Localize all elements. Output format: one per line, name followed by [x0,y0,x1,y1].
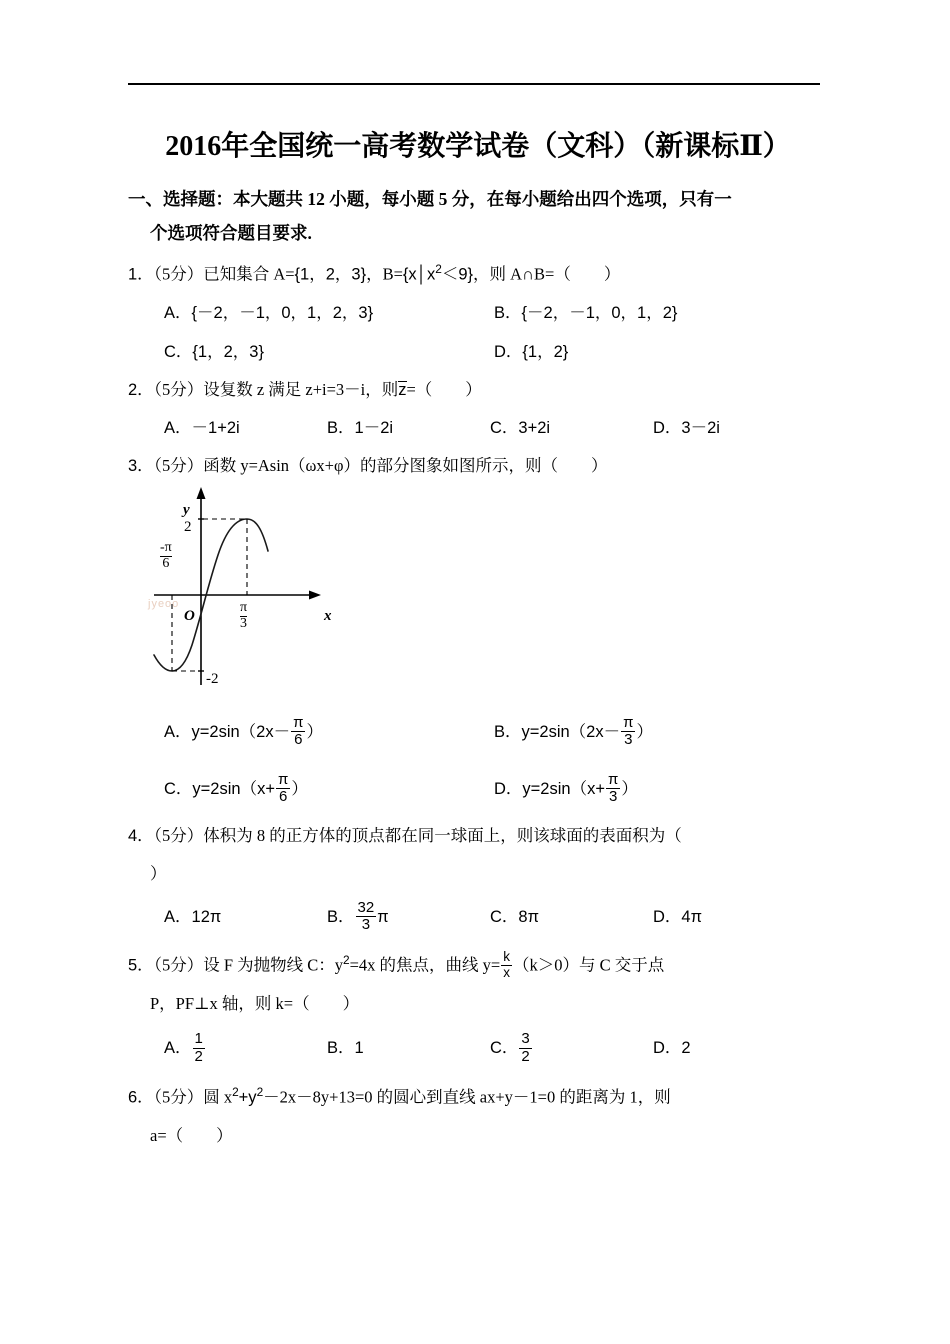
section-intro-line1: 一、选择题：本大题共 12 小题，每小题 5 分，在每小题给出四个选项，只有一 [128,189,732,209]
option-label: B． [327,419,355,438]
fraction-denominator: 3 [621,731,635,748]
question-3-option-d[interactable] [494,761,824,817]
option-label: B． [494,723,522,742]
question-5-stem-b: =4x 的焦点，曲线 y= [349,955,501,975]
question-5-exponent: 2 [343,953,350,968]
question-5-option-b[interactable] [327,1023,490,1073]
tick-num: π [240,600,248,616]
y-axis-label: y [183,502,190,519]
question-4-options [128,893,828,942]
question-2-option-d[interactable] [653,409,816,447]
question-6-points: （5分） [153,1087,204,1107]
fraction-denominator: 6 [291,731,305,748]
option-text: {1，2} [522,342,569,361]
option-fraction [356,900,377,933]
question-3-option-c[interactable] [164,761,494,817]
question-1 [128,250,828,371]
question-4-option-a[interactable] [164,893,327,941]
option-text: 12π [191,908,222,927]
tick-sign: - [160,540,165,556]
question-5-number: 5． [128,956,154,975]
option-text: 3－2i [681,419,720,438]
question-2-options [128,409,828,448]
question-3-stem [128,447,828,485]
option-text: －1+2i [191,419,240,438]
question-2-stem-a: 设复数 z 满足 z+i=3－i，则 [203,379,399,399]
question-1-number: 1． [128,265,154,284]
option-text: {－2，－1，0，1，2，3} [191,304,374,323]
question-4-stem [128,817,828,855]
option-label: D． [653,419,682,438]
fraction-numerator: k [503,949,510,965]
question-1-option-d[interactable] [494,333,824,371]
option-prefix: y=2sin（x+ [522,779,605,798]
question-3-stem-a: 函数 y=Asin（ωx+φ）的部分图象如图所示，则（ ） [203,456,608,476]
option-text: 1－2i [354,419,394,438]
origin-label: O [184,608,195,625]
option-label: B． [327,908,355,927]
question-4-number: 4． [128,826,154,845]
option-suffix: ） [636,723,653,742]
question-1-options [128,294,828,371]
question-4-stem-b: ） [150,863,167,883]
option-label: C． [490,1039,519,1058]
option-text: 4π [681,908,702,927]
y-tick-minus2: -2 [206,671,219,688]
question-6-stem [128,1073,828,1117]
question-1-set-b-end: ＜9} [441,265,474,284]
conjugate-z: z [398,380,407,399]
question-2 [128,371,828,448]
option-fraction [291,715,305,748]
option-label: A． [164,908,192,927]
question-1-option-a[interactable] [164,294,494,332]
section-intro [128,182,828,250]
question-2-option-a[interactable] [164,409,327,447]
fraction-numerator: 1 [194,1030,203,1048]
question-1-stem-c: ，B= [366,264,403,284]
option-label: C． [490,908,519,927]
question-6-number: 6． [128,1088,154,1107]
option-label: A． [164,723,192,742]
question-5-options [128,1023,828,1074]
fraction-denominator: x [503,964,510,980]
option-label: A． [164,1039,192,1058]
question-6-stem-c: －2x－8y+13=0 的圆心到直线 ax+y－1=0 的距离为 1，则 [263,1087,671,1107]
question-2-stem-b: =（ ） [406,379,482,399]
question-5-option-d[interactable] [653,1023,816,1073]
question-4-option-b[interactable] [327,893,490,941]
option-label: D． [653,1039,682,1058]
question-5-stem-a: 设 F 为抛物线 C：y [203,955,343,975]
tick-denominator: 6 [160,556,172,572]
question-5-stem-c: （k＞0）与 C 交于点 [512,955,665,975]
y-tick-2: 2 [184,519,192,536]
question-6-exponent-y: 2 [256,1085,264,1100]
fraction-numerator: π [607,770,619,788]
question-3 [128,447,828,816]
x-tick-pi-over-3 [240,601,247,631]
option-suffix: π [377,908,389,927]
question-1-option-b[interactable] [494,294,824,332]
x-axis-label: x [324,608,332,625]
question-1-set-a: {1，2，3} [294,265,367,284]
tick-denominator: 3 [240,616,248,632]
header-rule [128,83,820,85]
option-text: {－2，－1，0，1，2} [521,304,678,323]
question-5-stem [128,941,828,985]
question-6-stem-a: 圆 x [203,1087,233,1107]
question-5-option-c[interactable] [490,1023,653,1073]
option-text: 1 [354,1039,364,1058]
option-prefix: y=2sin（2x－ [521,723,621,742]
fraction-numerator: π [293,714,304,732]
question-1-option-c[interactable] [164,333,494,371]
option-label: C． [490,419,519,438]
option-label: A． [164,304,192,323]
fraction-numerator: π [623,714,634,732]
option-label: B． [327,1039,355,1058]
question-2-points: （5分） [153,379,204,399]
question-5-stem-d: P，PF⊥x 轴，则 k=（ ） [150,993,360,1013]
option-text: {1，2，3} [192,342,264,361]
question-4-stem-a: 体积为 8 的正方体的顶点都在同一球面上，则该球面的表面积为（ [203,825,682,845]
question-1-exponent: 2 [435,262,442,276]
option-text: 2 [681,1039,691,1058]
option-fraction [193,1031,205,1064]
option-suffix: ） [291,779,308,798]
question-1-set-b-start: {x│x [402,265,436,284]
option-fraction [519,1031,531,1064]
option-label: D． [653,908,682,927]
option-label: D． [494,779,523,798]
watermark-text: jyeoo [148,598,180,611]
question-4-option-c[interactable] [490,893,653,941]
question-1-stem [128,250,828,294]
tick-num: π [164,540,172,556]
fraction-numerator: π [277,770,289,788]
question-5 [128,941,828,1073]
option-prefix: y=2sin（2x－ [191,723,291,742]
question-6-stem-b: +y [238,1088,257,1107]
option-text: 3+2i [518,419,551,438]
question-5-k-over-x [501,950,512,980]
sine-graph-figure [146,485,828,703]
question-2-number: 2． [128,380,154,399]
question-4 [128,817,828,942]
tick-numerator [160,541,172,556]
question-2-option-c[interactable] [490,409,653,447]
question-6-stem-d: a=（ ） [150,1125,233,1145]
question-4-points: （5分） [153,825,204,845]
question-1-stem-a: 已知集合 A= [203,264,295,284]
fraction-numerator: 32 [357,899,375,917]
page-title: 2016年全国统一高考数学试卷（文科）（新课标Ⅱ） [165,131,791,162]
fraction-denominator: 6 [276,788,290,805]
question-6 [128,1073,828,1155]
option-prefix: y=2sin（x+ [192,779,275,798]
question-2-option-b[interactable] [327,409,490,447]
fraction-denominator: 2 [194,1047,203,1065]
option-fraction [621,715,635,748]
question-3-number: 3． [128,457,154,476]
option-label: B． [494,304,522,323]
option-fraction [606,772,620,805]
question-1-points: （5分） [153,264,204,284]
question-5-points: （5分） [153,955,204,975]
question-3-options [128,703,828,816]
question-3-option-b[interactable] [494,704,824,760]
fraction-denominator: 2 [521,1047,530,1065]
option-label: D． [494,342,523,361]
option-text: 8π [518,908,539,927]
option-label: A． [164,419,192,438]
question-4-option-d[interactable] [653,893,816,941]
exam-content [128,182,828,1155]
option-suffix: ） [306,723,323,742]
question-1-stem-f: ，则 A∩B=（ ） [473,264,621,284]
question-3-points: （5分） [153,456,204,476]
section-intro-line2: 个选项符合题目要求. [150,223,312,243]
x-tick-minus-pi-over-6 [160,541,172,571]
option-suffix: ） [621,779,638,798]
question-2-stem [128,371,828,409]
sine-graph-canvas [146,485,356,703]
fraction-numerator: 3 [521,1030,530,1048]
fraction-denominator: 3 [356,916,377,933]
option-label: C． [164,342,193,361]
option-fraction [276,772,290,805]
option-label: C． [164,779,193,798]
question-6-exponent-x: 2 [232,1085,239,1100]
fraction-denominator: 3 [606,788,620,805]
question-5-option-a[interactable] [164,1023,327,1073]
question-3-option-a[interactable] [164,704,494,760]
